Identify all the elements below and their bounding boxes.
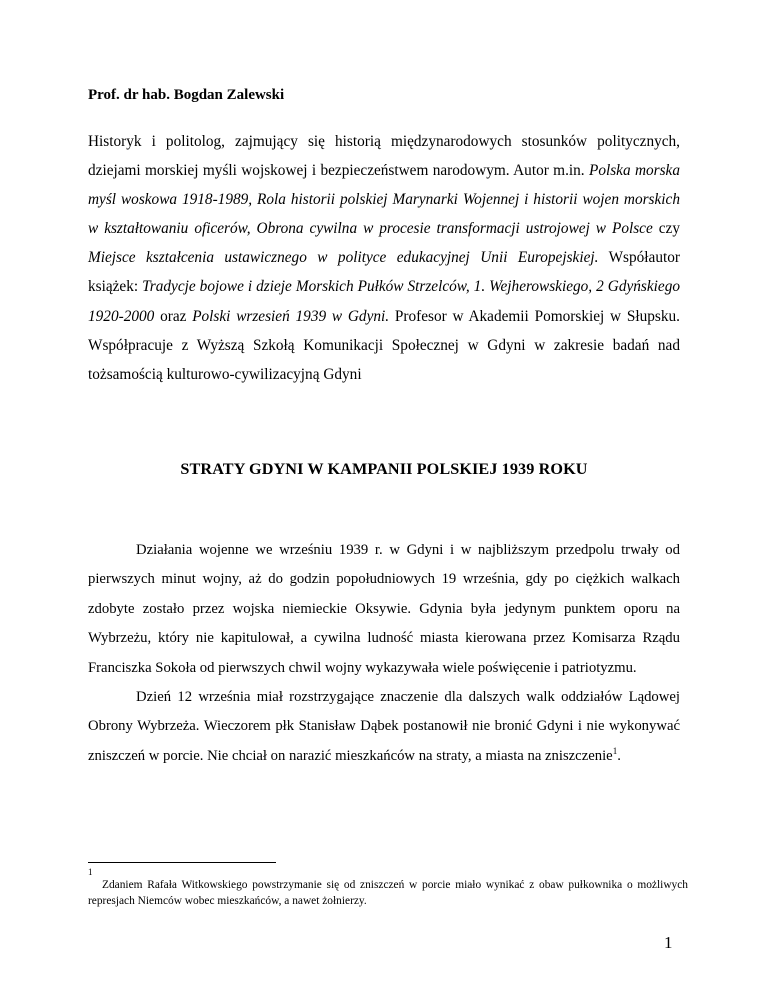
bio-text: czy (652, 220, 680, 238)
paragraph-text-end: . (617, 747, 621, 764)
bio-text: Profesor w Akademii Pomorskiej w Słupsku. Współpracuje z Wyższą Szkołą Komunikacji Społecznej w Gdyni w zakresie badań nad tożsamością kulturowo-cywilizacyjną Gdyni (88, 307, 680, 383)
bio-works-italic: Polski wrzesień 1939 w Gdyni. (192, 307, 390, 325)
article-title: STRATY GDYNI W KAMPANII POLSKIEJ 1939 ROKU (180, 460, 588, 478)
footnote (88, 878, 688, 909)
paragraph: Działania wojenne we wrześniu 1939 r. w Gdyni i w najbliższym przedpolu trwały od pierwszych minut wojny, aż do godzin popołudniowych 19 września, gdy po ciężkich walkach zdobyte zostało przez wojska niemieckie Oksywie. Gdynia była jedynym punktem oporu na Wybrzeżu, który nie kapitulował, a cywilna ludność miasta kierowana przez Komisarza Rządu Franciszka Sokoła od pierwszych chwil wojny wykazywała wiele poświęcenie i patriotyzmu. (88, 542, 680, 676)
footnote-marker: 1 (88, 867, 93, 877)
author-bio (88, 127, 680, 389)
article-body (88, 536, 680, 771)
author-name: Prof. dr hab. Bogdan Zalewski (88, 87, 285, 103)
bio-works-italic: Miejsce kształcenia ustawicznego w polityce edukacyjnej Unii Europejskiej. (88, 249, 599, 267)
bio-works-italic: Tradycje bojowe i dzieje Morskich Pułków Strzelców, 1. Wejherowskiego, 2 Gdyńskiego 1920-2000 (88, 278, 680, 325)
paragraph-text: Dzień 12 września miał rozstrzygające znaczenie dla dalszych walk oddziałów Lądowej Obrony Wybrzeża. Wieczorem płk Stanisław Dąbek postanowił nie bronić Gdyni i nie wykonywać zniszczeń w porcie. Nie chciał on narazić mieszkańców na straty, a miasta na zniszczenie (88, 689, 680, 764)
bio-works-italic: Polska morska myśl woskowa 1918-1989, Rola historii polskiej Marynarki Wojennej i historii wojen morskich w kształtowaniu oficerów, Obrona cywilna w procesie transformacji ustrojowej w Polsce (88, 162, 680, 238)
footnote-divider (88, 862, 276, 863)
page-number: 1 (664, 933, 673, 952)
bio-text: Współautor książek: (88, 249, 680, 296)
bio-text: oraz (154, 307, 193, 325)
footnote-text: Zdaniem Rafała Witkowskiego powstrzymanie się od zniszczeń w porcie miało wynikać z obaw pułkownika o możliwych represjach Niemców wobec mieszkańców, a nawet żołnierzy. (88, 879, 688, 907)
paragraph (88, 683, 680, 771)
footnote-reference[interactable]: 1 (612, 745, 618, 756)
bio-text: Historyk i politolog, zajmujący się historią międzynarodowych stosunków politycznych, dziejami morskiej myśli wojskowej i bezpieczeństwem narodowym. Autor m.in. (88, 133, 680, 180)
